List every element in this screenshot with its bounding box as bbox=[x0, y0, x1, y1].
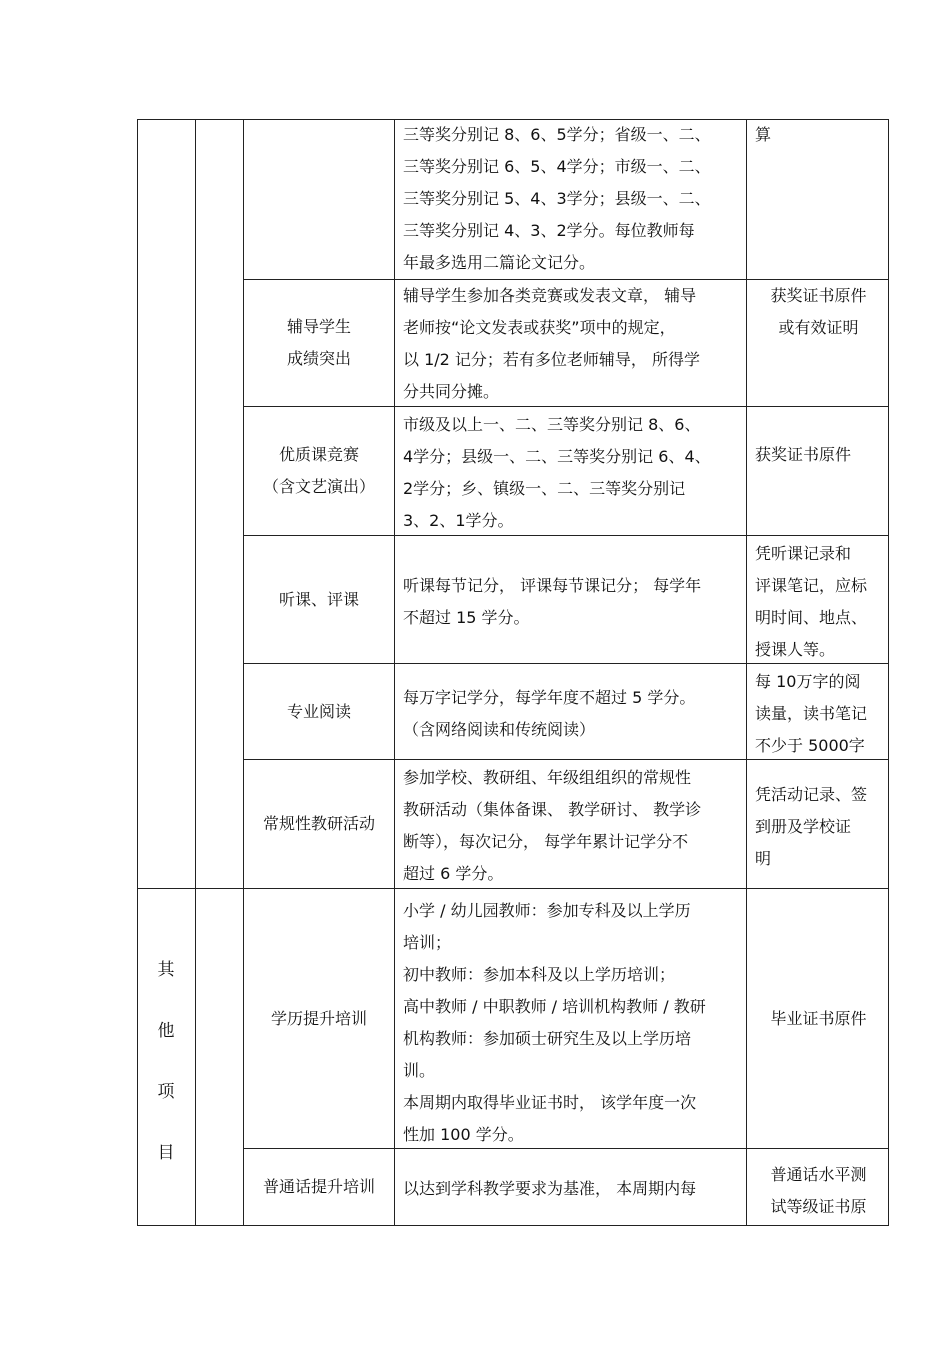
row-description: 三等奖分别记 8、6、5学分；省级一、二、 三等奖分别记 6、5、4学分；市级一、二、 三等奖分别记 5、4、3学分；县级一、二、 三等奖分别记 4、3、2学分。每位教师每 年最多选用二篇论文记分。 bbox=[403, 125, 711, 272]
row-project: 普通话提升培训 bbox=[262, 1177, 375, 1196]
row-evidence: 获奖证书原件 bbox=[755, 445, 852, 464]
row-project: 优质课竞赛 （含文艺演出） bbox=[262, 445, 375, 496]
row-evidence: 毕业证书原件 bbox=[770, 1008, 867, 1028]
row-project: 常规性教研活动 bbox=[262, 814, 375, 833]
row-project: 听课、评课 bbox=[278, 589, 359, 609]
row-description: 参加学校、教研组、年级组组织的常规性 教研活动（集体备课、 教学研讨、 教学诊 断等），每次记分， 每学年累计记学分不 超过 6 学分。 bbox=[403, 768, 702, 883]
row-description: 以达到学科教学要求为基准， 本周期内每 bbox=[403, 1179, 697, 1198]
row-evidence: 算 bbox=[755, 125, 772, 144]
row-evidence: 每 10万字的阅 读量，读书笔记 不少于 5000字 bbox=[755, 672, 868, 755]
table-border-right bbox=[888, 119, 889, 1226]
row-project: 辅导学生 成绩突出 bbox=[286, 317, 351, 368]
row-description: 听课每节记分， 评课每节课记分； 每学年 不超过 15 学分。 bbox=[403, 576, 702, 627]
column-divider bbox=[195, 119, 196, 1226]
row-evidence: 获奖证书原件 或有效证明 bbox=[770, 286, 867, 337]
credit-table bbox=[137, 119, 889, 1226]
row-project: 专业阅读 bbox=[286, 701, 351, 721]
row-description: 每万字记学分，每学年度不超过 5 学分。 （含网络阅读和传统阅读） bbox=[403, 688, 696, 739]
row-project: 学历提升培训 bbox=[270, 1008, 367, 1028]
row-description: 市级及以上一、二、三等奖分别记 8、6、 4学分；县级一、二、三等奖分别记 6、4、 2学分；乡、镇级一、二、三等奖分别记 3、2、1学分。 bbox=[403, 415, 711, 530]
row-description: 辅导学生参加各类竞赛或发表文章， 辅导 老师按“论文发表或获奖”项中的规定， 以 1/2 记分；若有多位老师辅导， 所得学 分共同分摊。 bbox=[403, 286, 701, 401]
row-evidence: 凭听课记录和 评课笔记，应标 明时间、地点、 授课人等。 bbox=[755, 544, 868, 659]
row-evidence: 普通话水平测 试等级证书原 bbox=[770, 1165, 867, 1216]
row-evidence: 凭活动记录、签 到册及学校证 明 bbox=[755, 785, 868, 868]
row-description: 小学 / 幼儿园教师：参加专科及以上学历 培训； 初中教师：参加本科及以上学历培训； 高中教师 / 中职教师 / 培训机构教师 / 教研 机构教师：参加硕士研究生及以上学历培 训。 本周期内取得毕业证书时， 该学年度一次 性加 100 学分。 bbox=[403, 901, 706, 1144]
category-other-label: 其 他 项 目 bbox=[157, 960, 175, 1163]
table-border-bottom bbox=[137, 1225, 889, 1226]
